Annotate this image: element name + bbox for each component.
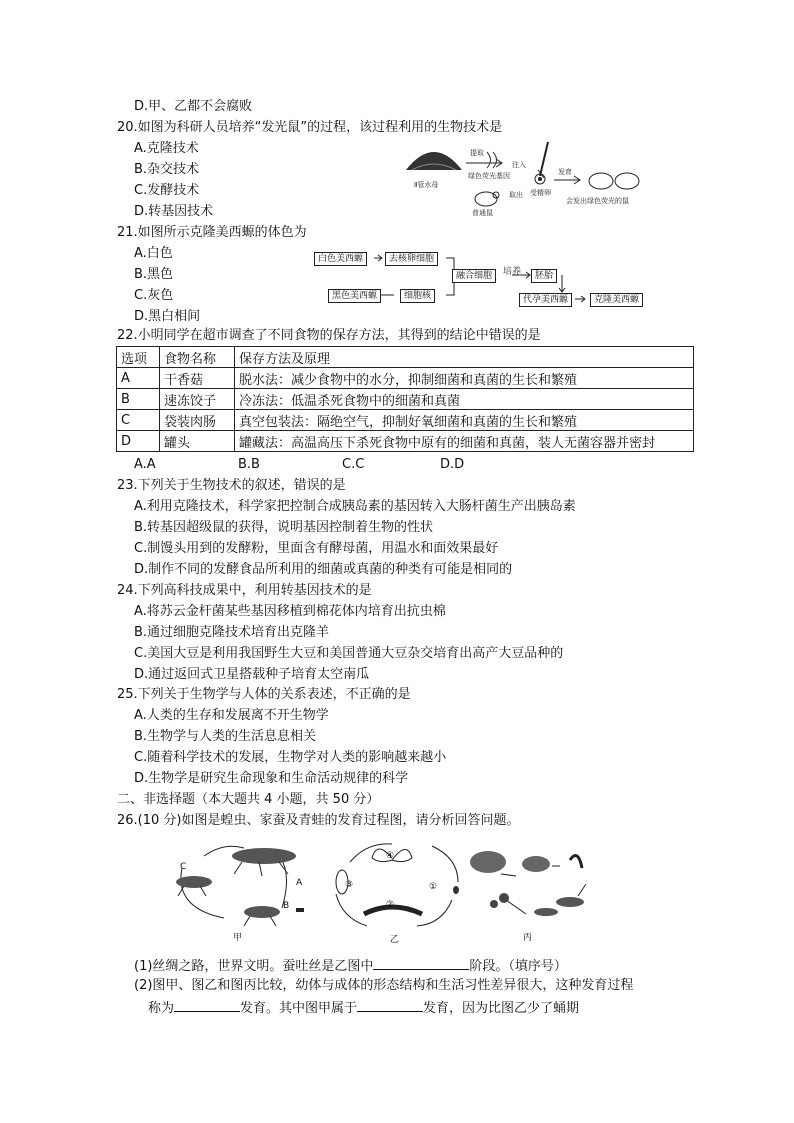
nucleus-box: 细胞核 bbox=[400, 289, 435, 303]
q21-option-a: A.白色 bbox=[134, 246, 173, 261]
ordinary-mouse-icon bbox=[472, 188, 502, 208]
develop-label: 发育 bbox=[558, 168, 572, 176]
q26-part1-text: (1)丝绸之路，世界文明。蚕吐丝是乙图中 bbox=[134, 959, 374, 974]
header-method: 保存方法及原理 bbox=[235, 347, 694, 368]
q22-choice-c: C.C bbox=[342, 457, 365, 472]
q25-option-b: B.生物学与人类的生活息息相关 bbox=[134, 729, 317, 744]
label-n4: ④ bbox=[386, 851, 395, 861]
q26-part1-suffix: 阶段。（填序号） bbox=[469, 959, 567, 974]
glowing-mouse-label: 会发出绿色荧光的鼠 bbox=[566, 197, 629, 205]
q25-stem: 25.下列关于生物学与人体的关系表述，不正确的是 bbox=[117, 687, 411, 702]
table-row bbox=[117, 389, 694, 410]
table-row bbox=[117, 368, 694, 389]
q24-option-b: B.通过细胞克隆技术培育出克隆羊 bbox=[134, 625, 330, 640]
q25-option-d: D.生物学是研究生命现象和生命活动规律的科学 bbox=[134, 771, 409, 786]
q24-option-c: C.美国大豆是利用我国野生大豆和美国普通大豆杂交培育出高产大豆品种的 bbox=[134, 646, 564, 661]
jellyfish-label: Ⅱ管水母 bbox=[414, 181, 439, 189]
row-b-food: 速冻饺子 bbox=[160, 389, 235, 410]
q25-option-a: A.人类的生存和发展离不开生物学 bbox=[134, 708, 329, 723]
locust-cycle-illustration bbox=[164, 838, 314, 928]
q23-option-d: D.制作不同的发酵食品所利用的细菌或真菌的种类有可能是相同的 bbox=[134, 562, 513, 577]
label-yi: 乙 bbox=[390, 935, 400, 945]
glowing-mouse-icon bbox=[585, 165, 645, 195]
q26-part2-called: 称为 bbox=[148, 1001, 175, 1016]
row-d-option: D bbox=[117, 431, 160, 452]
frog-cycle-illustration bbox=[466, 844, 596, 924]
q22-choice-b: B.B bbox=[238, 457, 260, 472]
gene-icon bbox=[485, 150, 503, 170]
food-preservation-table bbox=[116, 346, 694, 452]
label-bing: 丙 bbox=[523, 933, 533, 943]
extract-label: 提取 bbox=[470, 149, 484, 157]
q26-part2-blank-2[interactable] bbox=[357, 998, 423, 1012]
black-axolotl-box: 黑色美西螈 bbox=[328, 289, 381, 303]
embryo-box: 胚胎 bbox=[531, 269, 557, 283]
label-n3: ③ bbox=[345, 880, 354, 890]
q21-stem: 21.如图所示克隆美西螈的体色为 bbox=[117, 225, 307, 240]
q24-stem: 24.下列高科技成果中，利用转基因技术的是 bbox=[117, 583, 372, 598]
white-axolotl-box: 白色美西螈 bbox=[314, 252, 367, 266]
table-header-row bbox=[117, 347, 694, 368]
q23-option-b: B.转基因超级鼠的获得，说明基因控制着生物的性状 bbox=[134, 520, 434, 535]
jellyfish-illustration bbox=[404, 140, 464, 180]
q24-option-d: D.通过返回式卫星搭载种子培育太空南瓜 bbox=[134, 667, 370, 682]
q20-option-a: A.克隆技术 bbox=[134, 141, 199, 156]
inject-label: 注入 bbox=[512, 161, 526, 169]
row-c-option: C bbox=[117, 410, 160, 431]
q20-stem: 20.如图为科研人员培养“发光鼠”的过程，该过程利用的生物技术是 bbox=[117, 120, 503, 135]
row-a-food: 干香菇 bbox=[160, 368, 235, 389]
cloned-axolotl-box: 克隆美西螈 bbox=[590, 293, 643, 307]
q26-part2-mid: 发育。其中图甲属于 bbox=[240, 1001, 358, 1016]
row-d-method: 罐藏法：高温高压下杀死食物中原有的细菌和真菌，装人无菌容器并密封 bbox=[235, 431, 694, 452]
q20-option-b: B.杂交技术 bbox=[134, 162, 200, 177]
row-a-option: A bbox=[117, 368, 160, 389]
label-jia: 甲 bbox=[233, 933, 243, 943]
fused-cell-box: 融合细胞 bbox=[452, 269, 496, 283]
row-b-option: B bbox=[117, 389, 160, 410]
table-row bbox=[117, 410, 694, 431]
section-two-heading: 二、非选择题（本大题共 4 小题，共 50 分） bbox=[117, 792, 380, 807]
row-c-food: 袋装肉肠 bbox=[160, 410, 235, 431]
culture-label: 培养 bbox=[503, 267, 522, 277]
q22-choice-d: D.D bbox=[440, 457, 465, 472]
q21-option-b: B.黑色 bbox=[134, 267, 174, 282]
q26-part2-stem: (2)图甲、图乙和图丙比较，幼体与成体的形态结构和生活习性差异很大，这种发育过程 bbox=[134, 978, 634, 993]
header-food: 食物名称 bbox=[160, 347, 235, 368]
row-b-method: 冷冻法：低温杀死食物中的细菌和真菌 bbox=[235, 389, 694, 410]
q21-option-c: C.灰色 bbox=[134, 288, 174, 303]
enucleated-egg-box: 去核卵细胞 bbox=[385, 252, 438, 266]
fertilized-egg-icon bbox=[533, 172, 547, 186]
gene-label: 绿色荧光基因 bbox=[468, 172, 510, 180]
q21-option-d: D.黑白相间 bbox=[134, 309, 201, 324]
q24-option-a: A.将苏云金杆菌某些基因移植到棉花体内培育出抗虫棉 bbox=[134, 604, 446, 619]
q26-part2-end: 发育，因为比图乙少了蛹期 bbox=[423, 1001, 580, 1016]
q20-option-d: D.转基因技术 bbox=[134, 204, 214, 219]
label-a: A bbox=[296, 878, 303, 888]
q26-part1 bbox=[134, 956, 567, 976]
q19-option-d: D.甲、乙都不会腐败 bbox=[134, 99, 253, 114]
q26-stem: 26.(10 分)如图是蝗虫、家蚕及青蛙的发育过程图，请分析回答问题。 bbox=[117, 813, 520, 828]
row-c-method: 真空包装法：隔绝空气，抑制好氧细菌和真菌的生长和繁殖 bbox=[235, 410, 694, 431]
row-d-food: 罐头 bbox=[160, 431, 235, 452]
q22-choice-a: A.A bbox=[134, 457, 156, 472]
takeout-label: 取出 bbox=[509, 191, 523, 199]
q26-part2-line2 bbox=[148, 998, 579, 1018]
egg-label: 受精卵 bbox=[530, 189, 551, 197]
ordinary-mouse-label: 普通鼠 bbox=[472, 209, 493, 217]
q23-option-a: A.利用克隆技术，科学家把控制合成胰岛素的基因转入大肠杆菌生产出胰岛素 bbox=[134, 499, 576, 514]
label-b: B bbox=[283, 901, 290, 911]
q23-stem: 23.下列关于生物技术的叙述，错误的是 bbox=[117, 478, 346, 493]
q25-option-c: C.随着科学技术的发展，生物学对人类的影响越来越小 bbox=[134, 750, 447, 765]
header-option: 选项 bbox=[117, 347, 160, 368]
label-n1: ① bbox=[429, 882, 438, 892]
row-a-method: 脱水法：减少食物中的水分，抑制细菌和真菌的生长和繁殖 bbox=[235, 368, 694, 389]
surrogate-axolotl-box: 代孕美西螈 bbox=[519, 293, 572, 307]
q23-option-c: C.制馒头用到的发酵粉，里面含有酵母菌，用温水和面效果最好 bbox=[134, 541, 499, 556]
label-n2: ② bbox=[386, 900, 395, 910]
q22-stem: 22.小明同学在超市调查了不同食物的保存方法，其得到的结论中错误的是 bbox=[117, 328, 541, 343]
q26-part1-answer-blank[interactable] bbox=[373, 956, 469, 970]
q20-option-c: C.发酵技术 bbox=[134, 183, 200, 198]
table-row bbox=[117, 431, 694, 452]
q26-part2-blank-1[interactable] bbox=[174, 998, 240, 1012]
label-c: C bbox=[180, 862, 187, 872]
